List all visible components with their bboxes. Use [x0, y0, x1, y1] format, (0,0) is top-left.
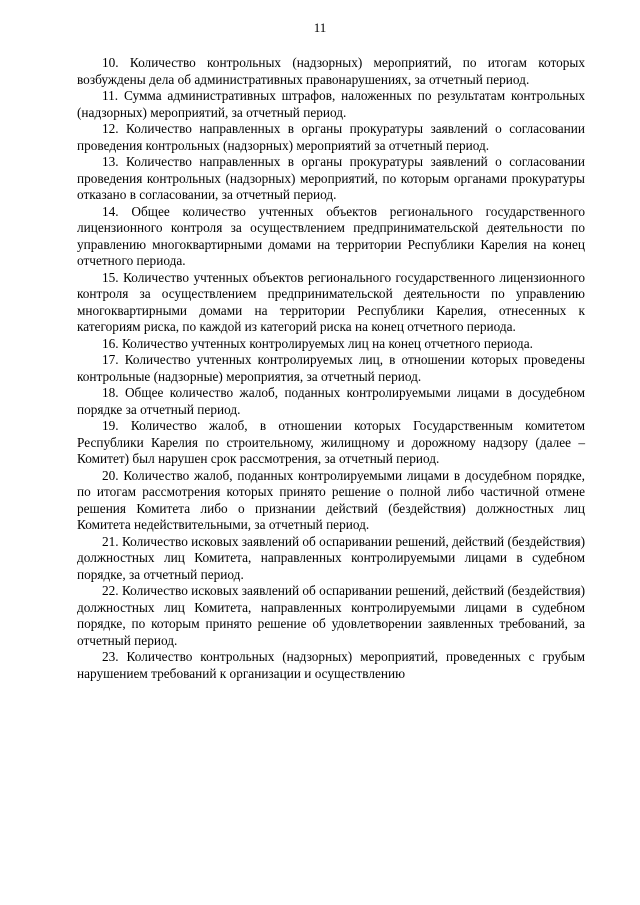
paragraph-20: 20. Количество жалоб, поданных контролируемыми лицами в досудебном порядке, по итогам рассмотрения которых принято решение о полной либо частичной отмене решения Комитета либо о признании действий (бездействия) должностных лиц Комитета недействительными, за отчетный период. [77, 467, 585, 532]
paragraph-19: 19. Количество жалоб, в отношении которых Государственным комитетом Республики Карелия по строительному, жилищному и дорожному надзору (далее – Комитет) был нарушен срок рассмотрения, за отчетный период. [77, 418, 585, 466]
paragraph-16: 16. Количество учтенных контролируемых лиц на конец отчетного периода. [102, 335, 533, 351]
document-body [77, 55, 585, 682]
paragraph-17: 17. Количество учтенных контролируемых лиц, в отношении которых проведены контрольные (надзорные) мероприятия, за отчетный период. [77, 352, 585, 384]
paragraph-15: 15. Количество учтенных объектов регионального государственного лицензионного контроля за осуществлением предпринимательской деятельности по управлению многоквартирными домами на территории Республики Карелия, отнесенных к категориям риска, по каждой из категорий риска на конец отчетного периода. [77, 269, 585, 334]
paragraph-18: 18. Общее количество жалоб, поданных контролируемыми лицами в досудебном порядке за отчетный период. [77, 385, 585, 417]
paragraph-11: 11. Сумма административных штрафов, наложенных по результатам контрольных (надзорных) мероприятий, за отчетный период. [77, 88, 585, 120]
page-number: 11 [313, 20, 327, 35]
paragraph-21: 21. Количество исковых заявлений об оспаривании решений, действий (бездействия) должностных лиц Комитета, направленных контролируемыми лицами в судебном порядке, за отчетный период. [77, 533, 586, 582]
paragraph-22: 22. Количество исковых заявлений об оспаривании решений, действий (бездействия) должностных лиц Комитета, направленных контролируемыми лицами в судебном порядке, по которым принято решение об удовлетворении заявленных требований, за отчетный период. [77, 583, 586, 648]
paragraph-13: 13. Количество направленных в органы прокуратуры заявлений о согласовании проведения контрольных (надзорных) мероприятий, по которым органами прокуратуры отказано в согласовании, за отчетный период. [77, 154, 585, 202]
paragraph-12: 12. Количество направленных в органы прокуратуры заявлений о согласовании проведения контрольных (надзорных) мероприятий за отчетный период. [77, 121, 585, 153]
paragraph-23: 23. Количество контрольных (надзорных) мероприятий, проведенных с грубым нарушением требований к организации и осуществлению [77, 649, 585, 681]
paragraph-10: 10. Количество контрольных (надзорных) мероприятий, по итогам которых возбуждены дела об административных правонарушениях, за отчетный период. [77, 55, 585, 87]
paragraph-14: 14. Общее количество учтенных объектов регионального государственного лицензионного контроля за осуществлением предпринимательской деятельности по управлению многоквартирными домами на территории Республики Карелия на конец отчетного периода. [77, 203, 585, 268]
